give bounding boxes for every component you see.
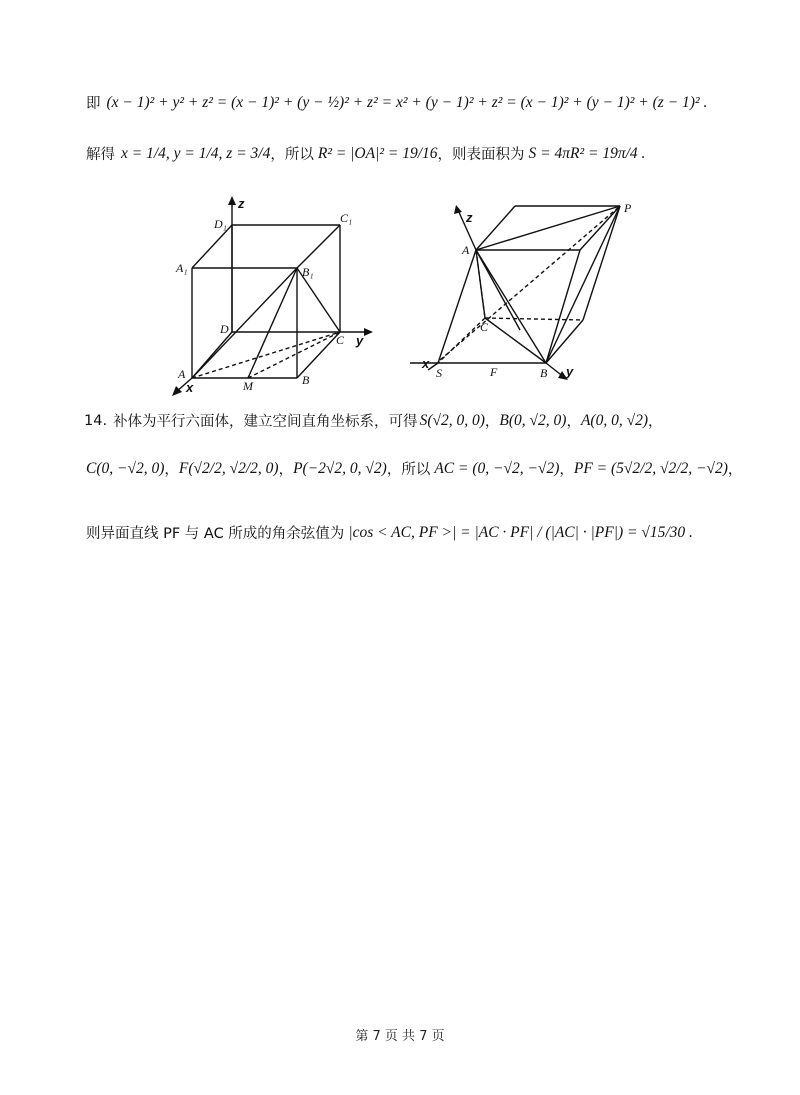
label2-B: B [540,366,548,380]
label2-F: F [490,365,498,379]
line2-prefix: 解得 [86,147,115,163]
page-footer: 第 7 页 共 7 页 [355,1029,445,1044]
line2-connector: ，所以 [270,147,314,163]
problem-14-line-1: 14. 补体为平行六面体，建立空间直角坐标系，可得 S(√2, 0, 0) ， B(0, √2, 0) ， A(0, 0, √2) ， [84,411,663,430]
label2-C: C [480,320,489,334]
label-C: C [336,333,345,347]
label-A: A [178,367,186,381]
line2-surface-area: S = 4πR² = 19π/4 . [528,144,646,162]
label-C1: C₁ [340,211,353,225]
label2-z: z [466,210,473,225]
line2-radius: R² = |OA|² = 19/16 [317,144,438,162]
point-C: C(0, −√2, 0) [86,459,165,477]
line1-prefix: 即 [86,96,101,112]
point-A: A(0, 0, √2) [580,411,649,429]
line2-connector-2: ，则表面积为 [437,147,525,163]
label-D1: D₁ [214,217,227,231]
problem-number: 14. [84,412,108,429]
label-A1: A₁ [176,261,188,275]
figure-cube [172,196,373,396]
line2-solution: x = 1/4, y = 1/4, z = 3/4 [121,144,271,162]
label-y: y [356,333,364,348]
label2-S: S [436,366,442,380]
figure-parallelepiped [410,205,620,380]
point-B: B(0, √2, 0) [499,411,567,429]
label-z: z [238,196,245,211]
label-B: B [302,373,310,387]
vector-AC: AC = (0, −√2, −√2) [434,459,560,477]
point-F: F(√2/2, √2/2, 0) [178,459,279,477]
line1-equation: (x − 1)² + y² + z² = (x − 1)² + (y − ½)² + z² = x² + (y − 1)² + z² = (x − 1)² + (y − 1)² + (z − 1)² . [106,93,708,111]
label-D: D [220,322,229,336]
label-x: x [186,380,194,395]
conclusion-text: 则异面直线 PF 与 AC 所成的角余弦值为 [86,526,345,542]
label2-y: y [566,364,574,379]
conclusion-equation: |cos < AC, PF >| = |AC · PF| / (|AC| · |PF|) = √15/30 . [348,523,693,541]
label-B1: B₁ [302,265,314,279]
label2-x: x [422,356,430,371]
label-M: M [243,379,253,393]
problem-14-line-2: C(0, −√2, 0) ， F(√2/2, √2/2, 0) ， P(−2√2, 0, √2) ， 所以 AC = (0, −√2, −√2) ， PF = (5√2/2, √2/2, −√2) ， [86,459,743,478]
point-P: P(−2√2, 0, √2) [293,459,387,477]
label2-A: A [462,243,470,257]
geometry-figures [0,0,800,400]
problem-14-line-3 [86,522,693,543]
label2-P: P [624,201,632,215]
so-text: 所以 [401,462,431,478]
vector-PF: PF = (5√2/2, √2/2, −√2) [573,459,728,477]
point-S: S(√2, 0, 0) [419,411,485,429]
problem-14-intro: 补体为平行六面体，建立空间直角坐标系，可得 [113,414,418,430]
